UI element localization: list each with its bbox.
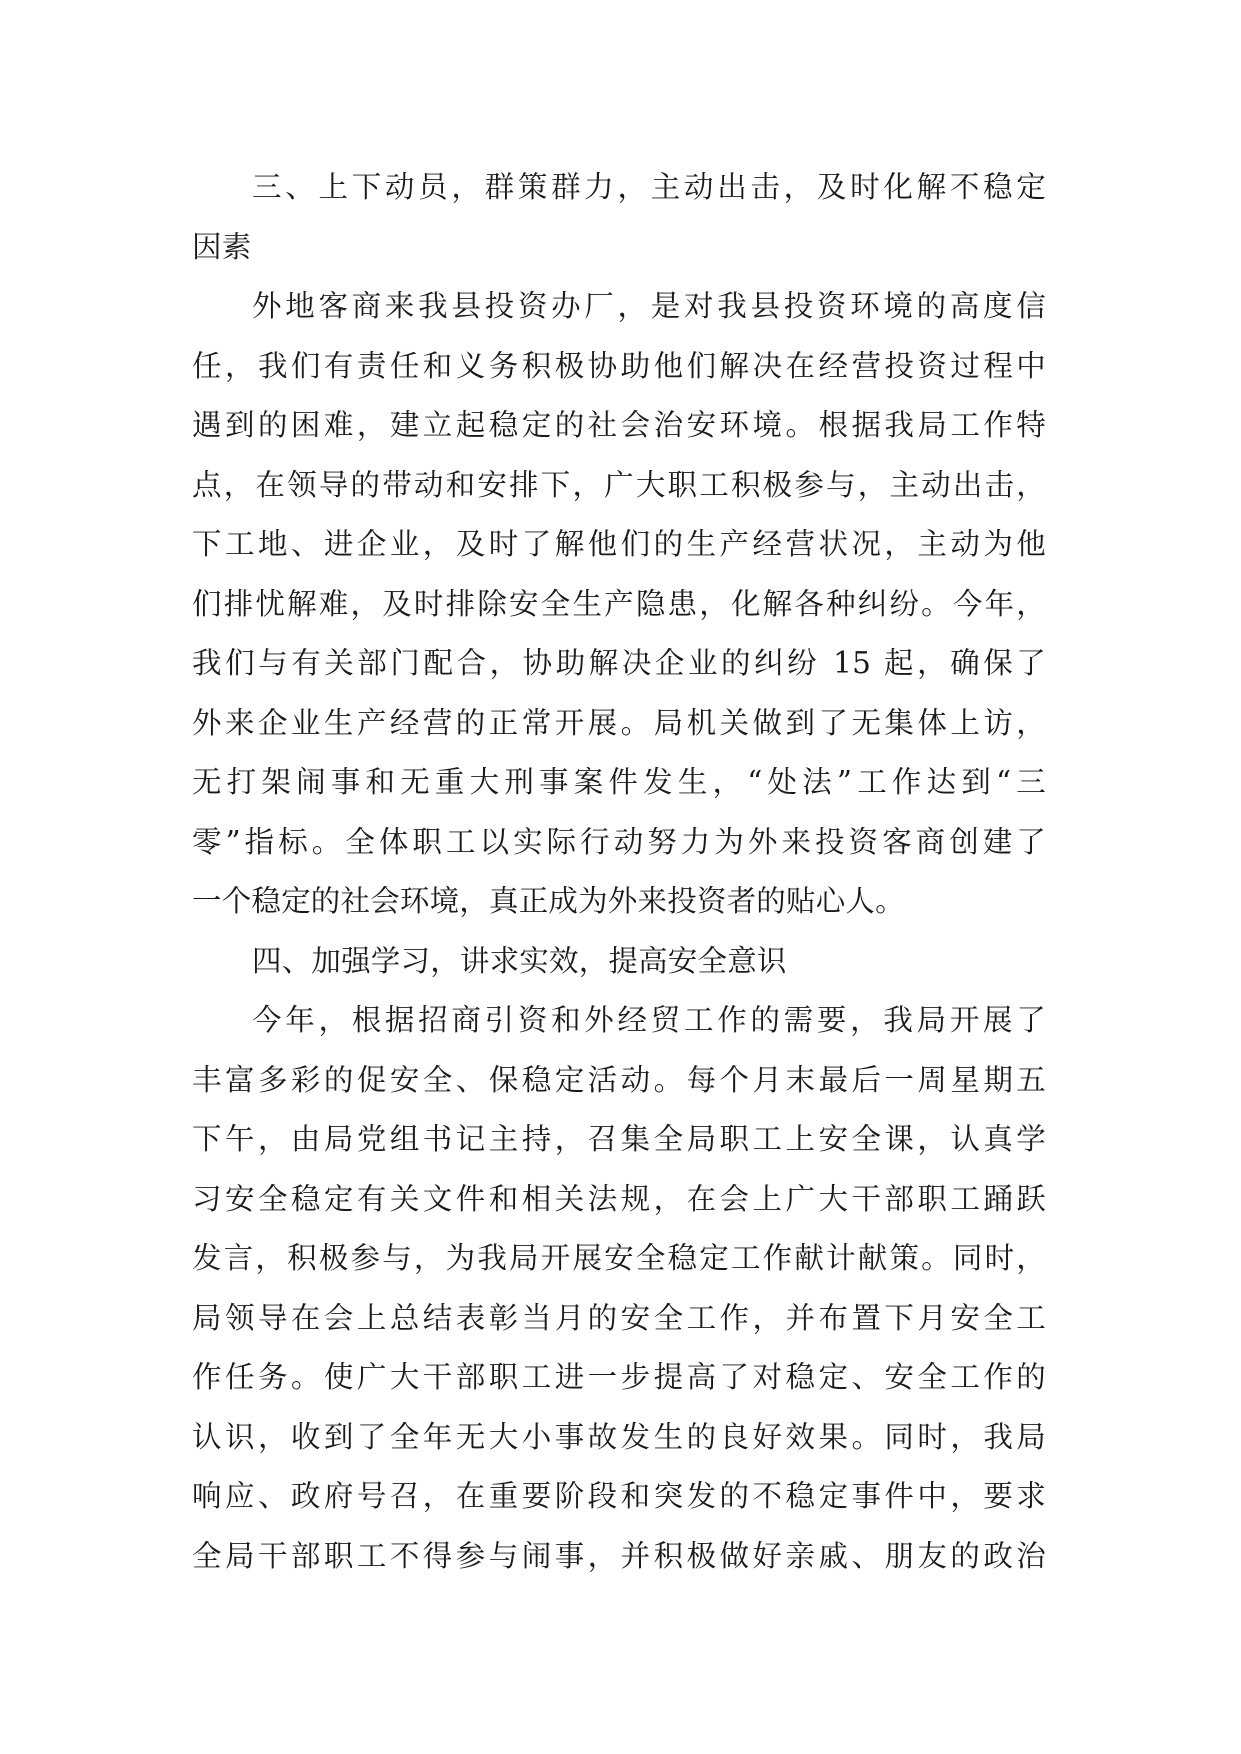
text-line: 外来企业生产经营的正常开展。局机关做到了无集体上访， [192, 705, 1046, 740]
text-line: 局领导在会上总结表彰当月的安全工作，并布置下月安全工 [192, 1300, 1046, 1335]
text-line: 下午，由局党组书记主持，召集全局职工上安全课，认真学 [192, 1122, 1046, 1156]
text-line: 任，我们有责任和义务积极协助他们解决在经营投资过程中 [192, 348, 1046, 383]
text-line: 全局干部职工不得参与闹事，并积极做好亲戚、朋友的政治 [192, 1538, 1046, 1573]
text-line: 因素 [192, 229, 252, 264]
text-line: 点，在领导的带动和安排下，广大职工积极参与，主动出击， [192, 467, 1046, 502]
text-line: 习安全稳定有关文件和相关法规，在会上广大干部职工踊跃 [192, 1181, 1046, 1216]
text-line: 我们与有关部门配合，协助解决企业的纠纷 15 起，确保了 [192, 646, 1046, 680]
text-line: 无打架闹事和无重大刑事案件发生，“处法”工作达到“三 [192, 765, 1046, 799]
text-line: 认识，收到了全年无大小事故发生的良好效果。同时，我局 [192, 1419, 1046, 1454]
text-line: 四、加强学习，讲求实效，提高安全意识 [252, 943, 787, 978]
text-line: 们排忧解难，及时排除安全生产隐患，化解各种纠纷。今年， [192, 586, 1046, 621]
text-line: 下工地、进企业，及时了解他们的生产经营状况，主动为他 [192, 527, 1046, 561]
text-line: 三、上下动员，群策群力，主动出击，及时化解不稳定 [252, 170, 1046, 204]
text-line: 遇到的困难，建立起稳定的社会治安环境。根据我局工作特 [192, 408, 1046, 442]
document-body [192, 158, 1046, 1586]
text-line: 作任务。使广大干部职工进一步提高了对稳定、安全工作的 [192, 1360, 1046, 1394]
text-line: 响应、政府号召，在重要阶段和突发的不稳定事件中，要求 [192, 1479, 1046, 1513]
text-line: 零”指标。全体职工以实际行动努力为外来投资客商创建了 [192, 824, 1046, 859]
text-line: 一个稳定的社会环境，真正成为外来投资者的贴心人。 [192, 884, 905, 918]
text-line: 今年，根据招商引资和外经贸工作的需要，我局开展了 [252, 1003, 1046, 1037]
text-line: 外地客商来我县投资办厂，是对我县投资环境的高度信 [252, 289, 1046, 323]
text-line: 发言，积极参与，为我局开展安全稳定工作献计献策。同时， [192, 1241, 1046, 1275]
text-line: 丰富多彩的促安全、保稳定活动。每个月末最后一周星期五 [192, 1062, 1046, 1097]
